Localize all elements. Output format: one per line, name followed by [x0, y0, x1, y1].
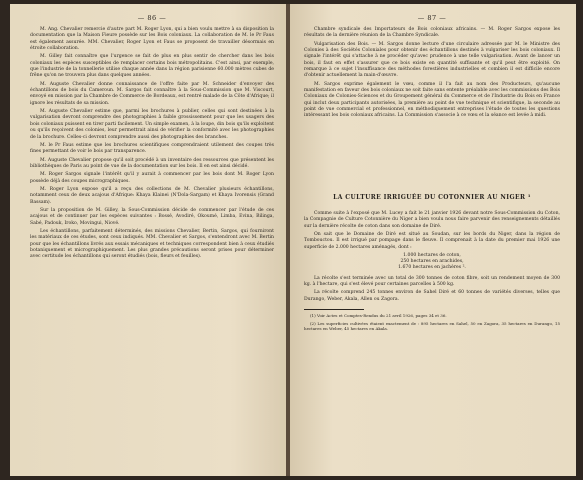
left-page-number: — 86 — — [137, 14, 167, 22]
paragraph: M. Auguste Chevalier estime que, parmi les brochures à publier, celles qui sont destinées à la vulgarisation devront comprendre des photographies à faible grossissement pour que les usagers des bois coloniaux puissent en tirer parti facilement. Un simple examen, à la loupe, din bois qu'ils exploitent ou qu'ils reçoivent des colonies, leur permettrait ainsi de vérifier la conformité avec les photographies de la brochure. Celles-ci devront comprendre aussi des photographies des branches. — [30, 109, 274, 140]
paragraph: On sait que le Domaine de Diré est situé au Soudan, sur les bords du Niger, dans la région de Tombouctou. Il est irrigué par pompage dans le fleuve. Il comprenait à la date du premier mai 1926 une superficie de 2.000 hectares aménagés, dont : — [304, 231, 560, 250]
left-page — [10, 4, 286, 476]
paragraph: Les échantillons, parfaitement déterminés, des missions Chevalier, Bertin, Sargos, qui fourniront les matériaux de ces études, sont ceux indiqués. MM. Chevalier et Sargos, s'entendront avec M. Bertin pour que les échantillons livrés aux essais mécaniques et techniques correspondent bien à ceux étudiés botaniquement et micrographiquement. Les plus grandes précautions seront prises pour déterminer avec certitude les échantillons qui seront étudiés (bois, fleurs et feuilles). — [30, 228, 274, 260]
paragraph: La récolte s'est terminée avec un total de 300 tonnes de coton fibre, soit un rendement moyen de 300 kg. à l'hectare, qui s'est élevé pour certaines parcelles à 500 kg. — [304, 275, 560, 288]
paragraph: M. Ang. Chevalier remercie d'autre part M. Roger Lyon, qui a bien voulu mettre à sa disposition la documentation que la Maison Fieure possède sur les Bois coloniaux. La collaboration de M. le Pr Faus est également assurée. MM. Chevalier, Roger Lyon et Faus se proposent de travailler désormais en étroite collaboration. — [30, 27, 274, 52]
paragraph: M. Roger Lyon expose qu'il a reçu des collections de M. Chevalier plusieurs échantillons, notamment ceux de deux acajous d'Afrique: Khaya Klainei (N'Dola-Sargam) et Khaya Ivorensis (Grand Bassam). — [30, 186, 274, 205]
right-page — [290, 4, 576, 476]
paragraph: M. Auguste Chevalier donne connaissance de l'offre faite par M. Schneider d'envoyer des échantillons de bois du Cameroun. M. Sargos fait connaître à la Sous-Commission que M. Viscourt, envoyé en mission par la Chambre de Commerce de Bordeaux, est rentré malade de la Côte d'Afrique; il ignore les résultats de sa mission. — [30, 81, 274, 106]
paragraph: Comme suite à l'exposé que M. Lucey a fait le 21 janvier 1926 devant notre Sous-Commission du Coton, la Compagnie de Culture Cotonnière du Niger a bien voulu nous faire parvenir des renseignements détaillés sur la dernière récolte de coton dans son domaine de Diré. — [304, 210, 560, 229]
paragraph: M. le Pr Faus estime que les brochures scientifiques comprendraient utilement des coupes très fines permettant de voir le bois par transparence. — [30, 142, 274, 155]
paragraph: M. Roger Sargos signale l'intérêt qu'il y aurait à commencer par les bois dont M. Roger Lyon possède déjà des coupes micrographiques. — [30, 172, 274, 184]
paragraph: M. Gilley fait connaître que l'urgence se fait de plus en plus sentir de chercher dans les bois coloniaux les espèces susceptibles de remplacer certains bois métropolitains. C'est ainsi, par exemple, que l'industrie de la tonnellerie utilise chaque année dans la région parisienne 60.000 mètres cubes de frêne qu'on ne trouvera plus dans quelques années. — [30, 54, 274, 79]
footnote: (1) Voir Actes et Comptes-Rendus du 21 avril 1926, pages 34 et 36. — [310, 313, 447, 319]
list-item: 1.000 hectares de coton, — [403, 252, 461, 258]
footnote: (2) Les superficies cultivées étaient exactement de : 895 hectares en Sahel, 50 en Zagora, 35 hectares en Durango, 15 hectares en Weber, 45 hectares en Akala. — [304, 320, 560, 331]
paragraph: Vulgarisation des Bois. — M. Sargos donne lecture d'une circulaire adressée par M. le Ministre des Colonies à des Sociétés Coloniales pour obtenir des échantillons destinés à vulgariser les bois coloniaux. Il signale l'intérêt qui s'attache à ne procéder qu'avec prudence à une telle vulgarisation. Avant de lancer un bois, il faut en effet s'assurer que ce bois existe en quantité suffisante et qu'il peut être exploité. On remarque à ce sujet l'insuffisance des méthodes forestières industrielles et combien il est difficile encore d'obtenir actuellement la main-d'œuvre. — [304, 41, 560, 79]
list-item: 250 hectares en arachides, — [400, 259, 464, 265]
paragraph: M. Sargos exprime également le vœu, comme il l'a fait au nom des Producteurs, qu'aucune manifestation en faveur des bois coloniaux ne soit faite sans entente préalable avec les commissions des Bois Coloniaux de Colonies-Sciences et du Groupement général du Commerce et de l'Industrie du Bois en France qui inclut deux participants autorisées, la première au point de vue technique et scientifique, la seconde au point de vue commercial et professionnel, en méthodiquement entreprises l'étude de toutes les questions intéressant les bois coloniaux africains. La Commission s'associe à ce vœu et la séance est levée à midi. — [304, 81, 560, 119]
list-item: 1.670 hectares en jachères ². — [398, 265, 466, 271]
section-title: LA CULTURE IRRIGUÉE DU COTONNIER AU NIGER ¹ — [333, 193, 531, 201]
acreage-list — [304, 253, 560, 272]
right-page-number: — 87 — — [417, 14, 447, 22]
paragraph: M. Auguste Chevalier propose qu'il soit procédé à un inventaire des ressources que présentent les bibliothèques de Paris au point de vue de la documentation sur les bois. Il en est ainsi décidé. — [30, 157, 274, 169]
paragraph: Sur la proposition de M. Gilley, la Sous-Commission décide de commencer par l'étude de ces acajous et de continuer par les espèces suivantes : Bossé, Avodiré, Okoumé, Limba, Evina, Bilinga, Sabé, Padouk, Iroko, Movingui, Niové. — [30, 207, 274, 226]
paragraph: La récolte comprend 245 tonnes environ de Sahel Diré et 60 tonnes de variétés diverses, telles que Durango, Weber, Akala, Allen ou Zagora. — [304, 290, 560, 302]
footnote-divider — [304, 309, 364, 310]
paragraph: Chambre syndicale des Importateurs de Bois coloniaux africains. — M. Roger Sargos expose les résultats de la dernière réunion de la Chambre Syndicale. — [304, 27, 560, 39]
